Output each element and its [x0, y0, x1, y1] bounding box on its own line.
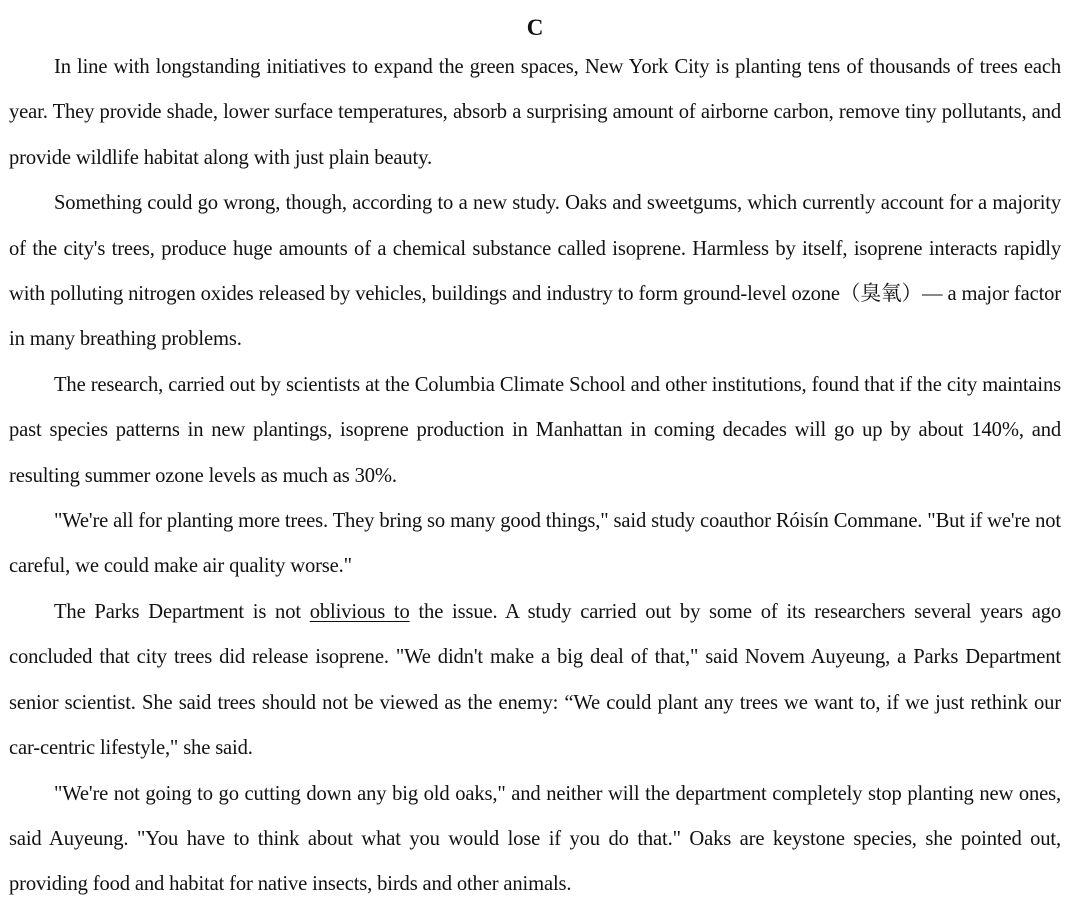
underlined-phrase: oblivious to [309, 600, 410, 623]
paragraph-1: In line with longstanding initiatives to expand the green spaces, New York City is planting tens of thousands of trees each year. They provide shade, lower surface temperatures, absorb a surprising amount of airborne carbon, remove tiny pollutants, and provide wildlife habitat along with just plain beauty. [9, 56, 1061, 169]
section-label: C [526, 15, 544, 40]
paragraph-6: "We're not going to go cutting down any big old oaks," and neither will the department completely stop planting new ones, said Auyeung. "You have to think about what you would lose if you do that." Oaks are keystone species, she pointed out, providing food and habitat for native insects, birds and other animals. [9, 782, 1061, 896]
paragraph-5-after: the issue. A study carried out by some of its researchers several years ago concluded that city trees did release isoprene. "We didn't make a big deal of that," said Novem Auyeung, a Parks Department senior scientist. She said trees should not be viewed as the enemy: “We could plant any trees we want to, if we just rethink our car-centric lifestyle," she said. [9, 600, 1061, 760]
paragraph-2: Something could go wrong, though, according to a new study. Oaks and sweetgums, which currently account for a majority of the city's trees, produce huge amounts of a chemical substance called isoprene. Harmless by itself, isoprene interacts rapidly with polluting nitrogen oxides released by vehicles, buildings and industry to form ground-level ozone（臭氧）— a major factor in many breathing problems. [9, 192, 1061, 351]
document-page [9, 0, 1061, 908]
paragraph-5-before: The Parks Department is not [54, 600, 310, 623]
paragraph-3: The research, carried out by scientists at the Columbia Climate School and other institutions, found that if the city maintains past species patterns in new plantings, isoprene production in Manhattan in coming decades will go up by about 140%, and resulting summer ozone levels as much as 30%. [9, 373, 1061, 487]
paragraph-4: "We're all for planting more trees. They bring so many good things," said study coauthor Róisín Commane. "But if we're not careful, we could make air quality worse." [9, 510, 1061, 578]
paragraph-5 [9, 590, 1061, 772]
